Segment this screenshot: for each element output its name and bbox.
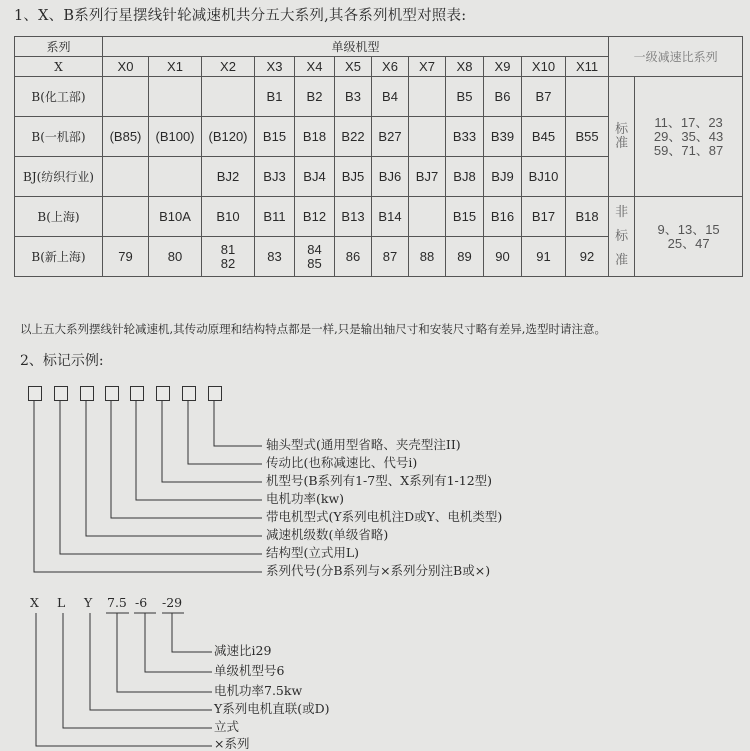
model-cell: B22 — [335, 117, 372, 157]
header-single-stage: 单级机型 — [103, 37, 609, 57]
x-column-header: X3 — [255, 57, 295, 77]
example-code-power: 7.5 — [107, 595, 127, 610]
model-cell: B10 — [202, 197, 255, 237]
header-first-stage-ratio: 一级减速比系列 — [609, 37, 743, 77]
model-cell: (B100) — [149, 117, 202, 157]
model-cell: 79 — [103, 237, 149, 277]
x-column-header: X9 — [484, 57, 522, 77]
model-cell: BJ4 — [295, 157, 335, 197]
model-cell: B45 — [522, 117, 566, 157]
model-cell: (B85) — [103, 117, 149, 157]
x-series-label: X — [15, 57, 103, 77]
x-column-header: X1 — [149, 57, 202, 77]
model-cell: B15 — [255, 117, 295, 157]
model-cell: BJ6 — [372, 157, 409, 197]
legend-motor-type: 带电机型式(Y系列电机注D或Y、电机类型) — [266, 509, 503, 524]
example-code-series: X — [30, 595, 39, 610]
model-cell: 92 — [566, 237, 609, 277]
x-column-header: X10 — [522, 57, 566, 77]
model-cell: B1 — [255, 77, 295, 117]
x-column-header: X11 — [566, 57, 609, 77]
model-cell: B17 — [522, 197, 566, 237]
model-cell: BJ2 — [202, 157, 255, 197]
model-cell: B55 — [566, 117, 609, 157]
standard-ratios: 11、17、23 29、35、43 59、71、87 — [635, 77, 743, 197]
row-name: B(新上海) — [15, 237, 103, 277]
x-column-header: X2 — [202, 57, 255, 77]
model-cell: B10A — [149, 197, 202, 237]
model-cell: B12 — [295, 197, 335, 237]
model-cell: 84 85 — [295, 237, 335, 277]
model-cell: 81 82 — [202, 237, 255, 277]
row-name: B(上海) — [15, 197, 103, 237]
model-cell: B33 — [446, 117, 484, 157]
standard-label: 标 准 — [609, 77, 635, 197]
model-cell: B11 — [255, 197, 295, 237]
model-cell: B15 — [446, 197, 484, 237]
example-code-ratio: -29 — [162, 595, 183, 610]
legend-model-number: 机型号(B系列有1-7型、X系列有1-12型) — [266, 473, 493, 488]
example-label-ratio: 减速比i29 — [214, 643, 272, 658]
model-cell: BJ7 — [409, 157, 446, 197]
model-cell: B2 — [295, 77, 335, 117]
example-label-power: 电机功率7.5kw — [214, 683, 303, 698]
example-label-series: ×系列 — [214, 736, 250, 751]
row-name: BJ(纺织行业) — [15, 157, 103, 197]
header-series: 系列 — [15, 37, 103, 57]
legend-shaft-type: 轴头型式(通用型省略、夹壳型注II) — [266, 437, 461, 452]
model-cell: 88 — [409, 237, 446, 277]
legend-stages: 减速机级数(单级省略) — [266, 527, 389, 542]
model-cell: B13 — [335, 197, 372, 237]
model-cell: BJ3 — [255, 157, 295, 197]
model-cell: 89 — [446, 237, 484, 277]
model-cell: 91 — [522, 237, 566, 277]
legend-ratio: 传动比(也称减速比、代号i) — [266, 455, 418, 470]
example-code-structure: L — [57, 595, 66, 610]
row-name: B(化工部) — [15, 77, 103, 117]
model-cell: B16 — [484, 197, 522, 237]
example-code-motor: Y — [84, 595, 93, 610]
selection-note: 以上五大系列摆线针轮减速机,其传动原理和结构特点都是一样,只是输出轴尺寸和安装尺寸略有差异,选型时请注意。 — [20, 322, 606, 336]
section-1-heading: 1、X、B系列行星摆线针轮减速机共分五大系列,其各系列机型对照表: — [14, 8, 467, 24]
example-label-structure: 立式 — [214, 719, 240, 734]
nonstandard-ratios: 9、13、15 25、47 — [635, 197, 743, 277]
section-2-heading: 2、标记示例: — [20, 353, 104, 369]
x-column-header: X7 — [409, 57, 446, 77]
row-name: B(一机部) — [15, 117, 103, 157]
model-cell: B14 — [372, 197, 409, 237]
model-cell: 86 — [335, 237, 372, 277]
model-cell: 83 — [255, 237, 295, 277]
legend-motor-power: 电机功率(kw) — [266, 491, 345, 506]
x-column-header: X5 — [335, 57, 372, 77]
model-cell: 80 — [149, 237, 202, 277]
x-column-header: X8 — [446, 57, 484, 77]
example-code-model: -6 — [135, 595, 148, 610]
legend-series-code: 系列代号(分B系列与×系列分别注B或×) — [266, 563, 491, 578]
model-cell: B39 — [484, 117, 522, 157]
model-cell: B18 — [295, 117, 335, 157]
model-cell: BJ8 — [446, 157, 484, 197]
model-cell: BJ9 — [484, 157, 522, 197]
legend-structure: 结构型(立式用L) — [266, 545, 360, 560]
example-label-motor: Y系列电机直联(或D) — [214, 701, 330, 716]
x-column-header: X0 — [103, 57, 149, 77]
model-cell: B4 — [372, 77, 409, 117]
model-cell: B27 — [372, 117, 409, 157]
model-cell: B3 — [335, 77, 372, 117]
model-cell: 90 — [484, 237, 522, 277]
model-cell: BJ10 — [522, 157, 566, 197]
example-label-model: 单级机型号6 — [214, 663, 285, 678]
x-column-header: X6 — [372, 57, 409, 77]
x-column-header: X4 — [295, 57, 335, 77]
model-cell: B6 — [484, 77, 522, 117]
model-cell: BJ5 — [335, 157, 372, 197]
model-cell: (B120) — [202, 117, 255, 157]
model-cell: B18 — [566, 197, 609, 237]
model-cell: B5 — [446, 77, 484, 117]
model-cell: 87 — [372, 237, 409, 277]
model-cell: B7 — [522, 77, 566, 117]
nonstandard-label: 非 标 准 — [609, 197, 635, 277]
